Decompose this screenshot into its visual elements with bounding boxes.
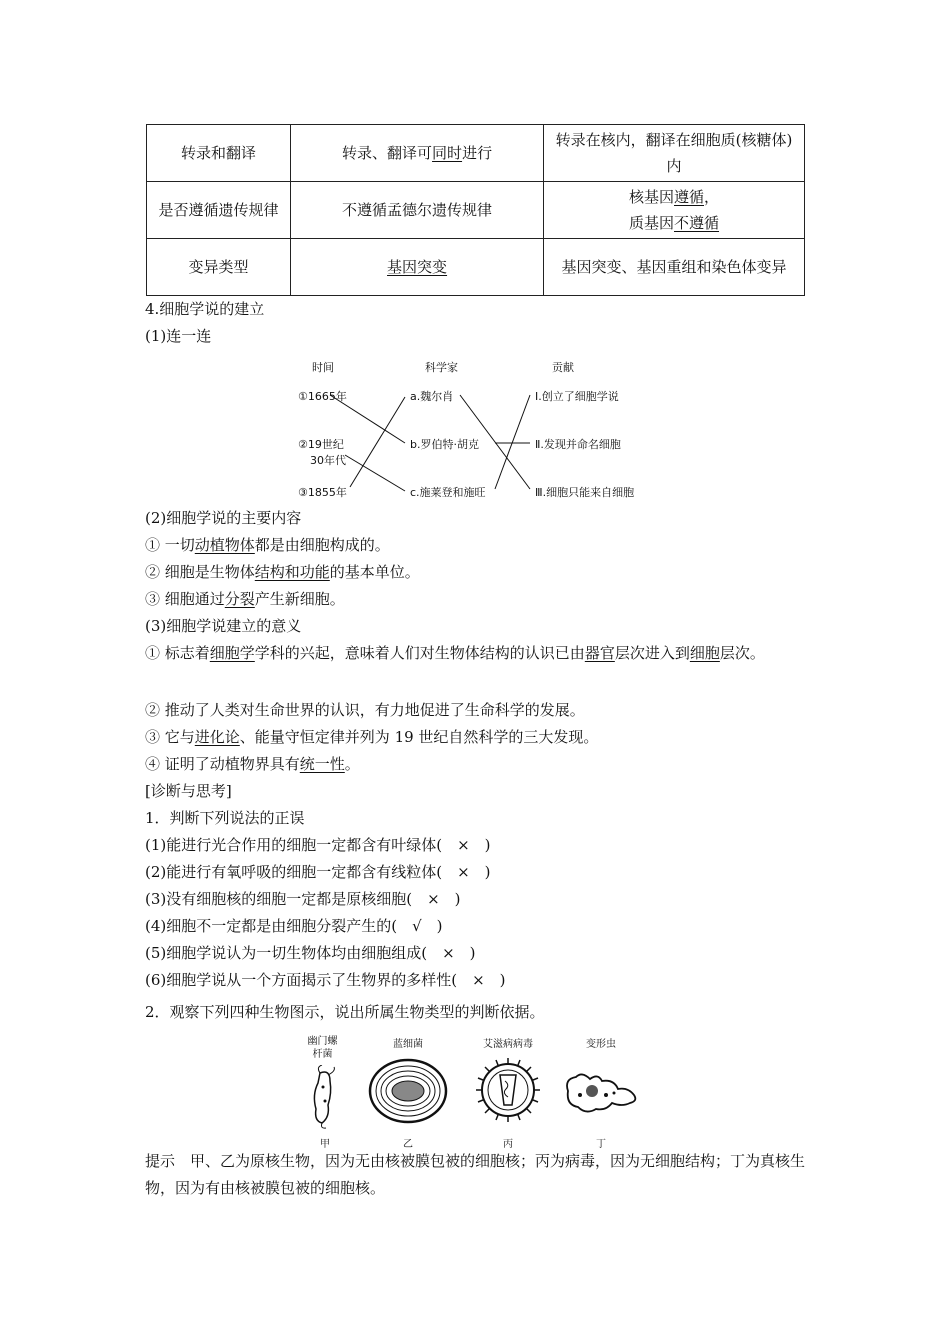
hint-text: 提示 甲、乙为原核生物，因为无由核被膜包被的细胞核；丙为病毒，因为无细胞结构；丁为真核生物，因为有由核被膜包被的细胞核。 <box>145 1152 806 1197</box>
table-cell: 基因突变、基因重组和染色体变异 <box>544 239 805 296</box>
matching-diagram <box>290 355 660 505</box>
amoeba-icon <box>562 1069 640 1119</box>
header-contribution: 贡献 <box>552 361 574 374</box>
meaning-item: ② 推动了人类对生命世界的认识，有力地促进了生命科学的发展。 <box>145 701 585 719</box>
judgment-item: (1)能进行光合作用的细胞一定都含有叶绿体( × ) <box>145 836 491 854</box>
header-time: 时间 <box>312 361 334 374</box>
time-2: ②19世纪 <box>298 438 344 451</box>
question-1: 1．判断下列说法的正误 <box>145 809 305 827</box>
connector-2-c <box>345 455 405 491</box>
organism-caption: 甲 <box>320 1139 330 1150</box>
table-row <box>147 239 805 296</box>
content-item: ② 细胞是生物体结构和功能的基本单位。 <box>145 563 420 581</box>
time-1: ①1665年 <box>298 390 347 403</box>
organism-caption: 丁 <box>596 1139 606 1150</box>
time-2-cont: 30年代 <box>310 454 346 467</box>
helicobacter-icon <box>308 1065 342 1129</box>
subsection-title: (2)细胞学说的主要内容 <box>145 509 302 527</box>
scientist-b: b.罗伯特·胡克 <box>410 438 479 451</box>
organism-helicobacter <box>300 1035 345 1150</box>
section-title: 4.细胞学说的建立 <box>145 300 265 318</box>
organism-caption: 丙 <box>503 1139 513 1150</box>
time-3: ③1855年 <box>298 486 347 499</box>
organism-label: 蓝细菌 <box>393 1039 423 1050</box>
table-cell: 转录在核内，翻译在细胞质(核糖体)内 <box>544 125 805 182</box>
organism-label: 幽门螺 杆菌 <box>307 1036 338 1060</box>
connector-1-b <box>330 395 405 443</box>
question-2: 2．观察下列四种生物图示，说出所属生物类型的判断依据。 <box>145 1003 545 1021</box>
judgment-item: (4)细胞不一定都是由细胞分裂产生的( √ ) <box>145 917 443 935</box>
judgment-item: (2)能进行有氧呼吸的细胞一定都含有线粒体( × ) <box>145 863 491 881</box>
organism-label: 艾滋病病毒 <box>483 1039 533 1050</box>
contribution-2: Ⅱ.发现并命名细胞 <box>535 438 621 451</box>
connector-3-a <box>350 397 405 487</box>
table-cell: 基因突变 <box>291 239 544 296</box>
meaning-item: ④ 证明了动植物界具有统一性。 <box>145 755 360 773</box>
comparison-table <box>146 124 805 296</box>
table-cell: 是否遵循遗传规律 <box>147 182 291 239</box>
header-scientist: 科学家 <box>425 361 458 374</box>
subsection-title: (3)细胞学说建立的意义 <box>145 617 302 635</box>
diagnosis-title: [诊断与思考] <box>145 782 232 800</box>
contribution-3: Ⅲ.细胞只能来自细胞 <box>535 486 635 499</box>
table-cell: 核基因遵循， 质基因不遵循 <box>544 182 805 239</box>
scientist-a: a.魏尔肖 <box>410 390 454 403</box>
organism-label: 变形虫 <box>586 1039 616 1050</box>
judgment-item: (6)细胞学说从一个方面揭示了生物界的多样性( × ) <box>145 971 506 989</box>
subsection-title: (1)连一连 <box>145 327 212 345</box>
organism-cyanobacteria <box>368 1035 448 1150</box>
table-row <box>147 125 805 182</box>
judgment-item: (5)细胞学说认为一切生物体均由细胞组成( × ) <box>145 944 476 962</box>
table-cell: 转录、翻译可同时进行 <box>291 125 544 182</box>
content-item: ③ 细胞通过分裂产生新细胞。 <box>145 590 345 608</box>
judgment-item: (3)没有细胞核的细胞一定都是原核细胞( × ) <box>145 890 461 908</box>
table-cell: 转录和翻译 <box>147 125 291 182</box>
meaning-item: ① 标志着细胞学学科的兴起，意味着人们对生物体结构的认识已由器官层次进入到细胞层次。 <box>145 644 765 662</box>
table-cell: 不遵循孟德尔遗传规律 <box>291 182 544 239</box>
connector-c-1 <box>495 395 530 489</box>
virus-icon <box>476 1057 540 1123</box>
scientist-c: c.施莱登和施旺 <box>410 486 486 499</box>
meaning-item: ③ 它与进化论、能量守恒定律并列为 19 世纪自然科学的三大发现。 <box>145 728 599 746</box>
organism-caption: 乙 <box>403 1139 413 1150</box>
cyanobacteria-icon <box>368 1057 448 1125</box>
organism-amoeba <box>562 1035 640 1150</box>
content-item: ① 一切动植物体都是由细胞构成的。 <box>145 536 390 554</box>
table-cell: 变异类型 <box>147 239 291 296</box>
organism-hiv <box>472 1035 544 1150</box>
contribution-1: Ⅰ.创立了细胞学说 <box>535 390 619 403</box>
table-row <box>147 182 805 239</box>
